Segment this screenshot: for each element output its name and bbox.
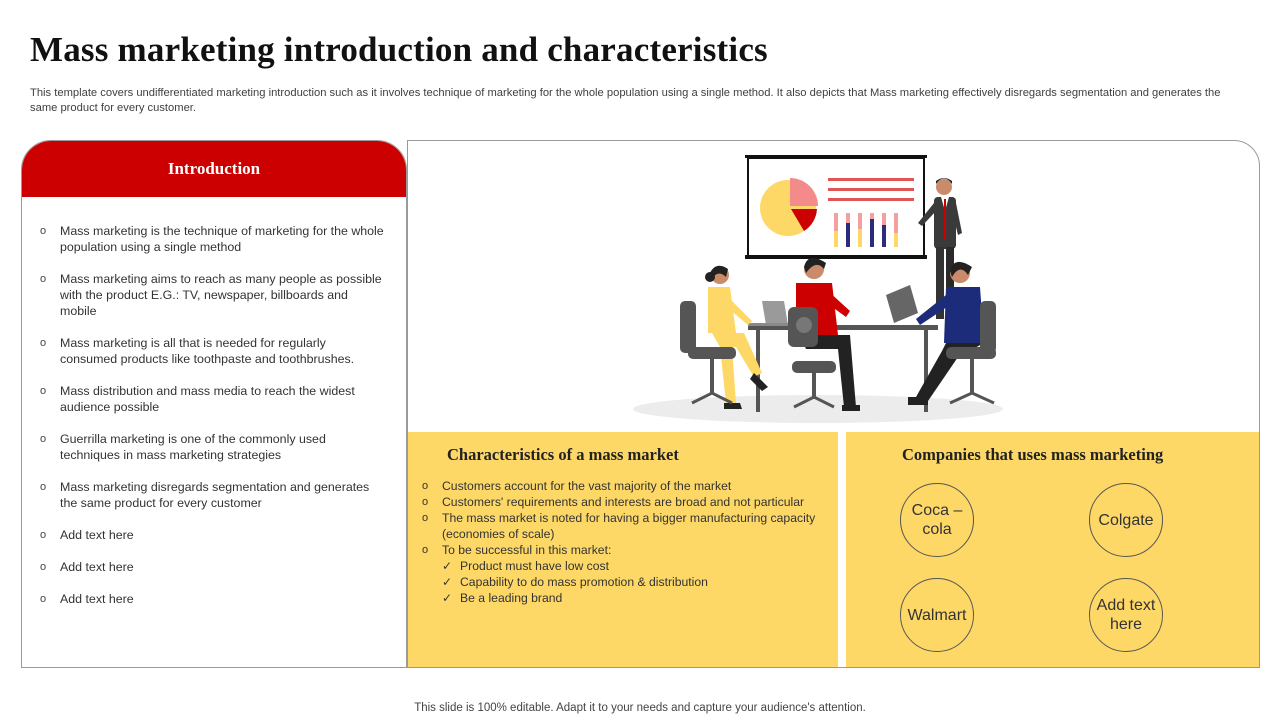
list-item-text: Add text here <box>60 592 134 606</box>
bullet-icon: o <box>40 433 47 445</box>
list-item-text: Add text here <box>60 560 134 574</box>
company-circle: Add text here <box>1089 578 1163 652</box>
sub-list-item-text: Be a leading brand <box>460 591 563 605</box>
list-item-text: Mass marketing is the technique of marketing for the whole population using a single method <box>60 224 384 254</box>
check-icon: ✓ <box>442 559 453 573</box>
list-item-text: Add text here <box>60 528 134 542</box>
sub-list-item <box>442 558 822 574</box>
right-panel <box>407 140 1260 668</box>
characteristics-list <box>422 478 822 606</box>
list-item <box>40 223 386 255</box>
bullet-icon: o <box>422 512 429 524</box>
bullet-icon: o <box>40 385 47 397</box>
list-item-text: Mass marketing disregards segmentation and generates the same product for every customer <box>60 480 370 510</box>
sub-list-item-text: Capability to do mass promotion & distribution <box>460 575 708 589</box>
check-icon: ✓ <box>442 575 453 589</box>
company-circle: Colgate <box>1089 483 1163 557</box>
list-item-text: Customers account for the vast majority of the market <box>442 479 732 493</box>
list-item <box>40 335 386 367</box>
bullet-icon: o <box>422 496 429 508</box>
business-meeting-illustration <box>628 151 1008 433</box>
footer-note: This slide is 100% editable. Adapt it to your needs and capture your audience's attention. <box>414 702 866 714</box>
sub-list-item-text: Product must have low cost <box>460 559 610 573</box>
page-title: Mass marketing introduction and characteristics <box>30 30 768 69</box>
sub-list-item <box>442 590 822 606</box>
list-item <box>40 271 386 319</box>
company-circle: Walmart <box>900 578 974 652</box>
bullet-icon: o <box>40 225 47 237</box>
characteristics-panel <box>408 432 838 668</box>
list-item <box>40 383 386 415</box>
bullet-icon: o <box>40 273 47 285</box>
sub-list <box>442 558 822 606</box>
list-item <box>422 542 822 606</box>
list-item <box>422 478 822 494</box>
bullet-icon: o <box>422 480 429 492</box>
list-item <box>422 494 822 510</box>
introduction-header: Introduction <box>22 141 406 197</box>
companies-title: Companies that uses mass marketing <box>902 445 1164 464</box>
list-item-text: Mass distribution and mass media to reach the widest audience possible <box>60 384 355 414</box>
introduction-list <box>22 197 406 607</box>
companies-panel <box>846 432 1260 668</box>
list-item <box>422 510 822 542</box>
sub-list-item <box>442 574 822 590</box>
page-subtitle: This template covers undifferentiated marketing introduction such as it involves technique of marketing for the whole population using a single method. It also depicts that Mass marketing effectively disregards segmentation and generates the same product for every customer. <box>30 87 1221 114</box>
introduction-panel <box>21 140 407 668</box>
list-item-text: Customers' requirements and interests are broad and not particular <box>442 495 805 509</box>
characteristics-title: Characteristics of a mass market <box>447 445 679 464</box>
list-item <box>40 527 386 543</box>
bullet-icon: o <box>40 529 47 541</box>
bullet-icon: o <box>40 337 47 349</box>
bullet-icon: o <box>422 544 429 556</box>
list-item-text: Mass marketing aims to reach as many people as possible with the product E.G.: TV, newspaper, billboards and mobile <box>60 272 382 318</box>
list-item-text: The mass market is noted for having a bigger manufacturing capacity (economies of scale) <box>442 511 816 541</box>
bullet-icon: o <box>40 561 47 573</box>
list-item-text: To be successful in this market: <box>442 543 612 557</box>
bullet-icon: o <box>40 593 47 605</box>
check-icon: ✓ <box>442 591 453 605</box>
list-item <box>40 479 386 511</box>
list-item-text: Guerrilla marketing is one of the commonly used techniques in mass marketing strategies <box>60 432 326 462</box>
list-item <box>40 559 386 575</box>
bullet-icon: o <box>40 481 47 493</box>
list-item-text: Mass marketing is all that is needed for regularly consumed products like toothpaste and toothbrushes. <box>60 336 355 366</box>
list-item <box>40 591 386 607</box>
company-circle: Coca – cola <box>900 483 974 557</box>
list-item <box>40 431 386 463</box>
